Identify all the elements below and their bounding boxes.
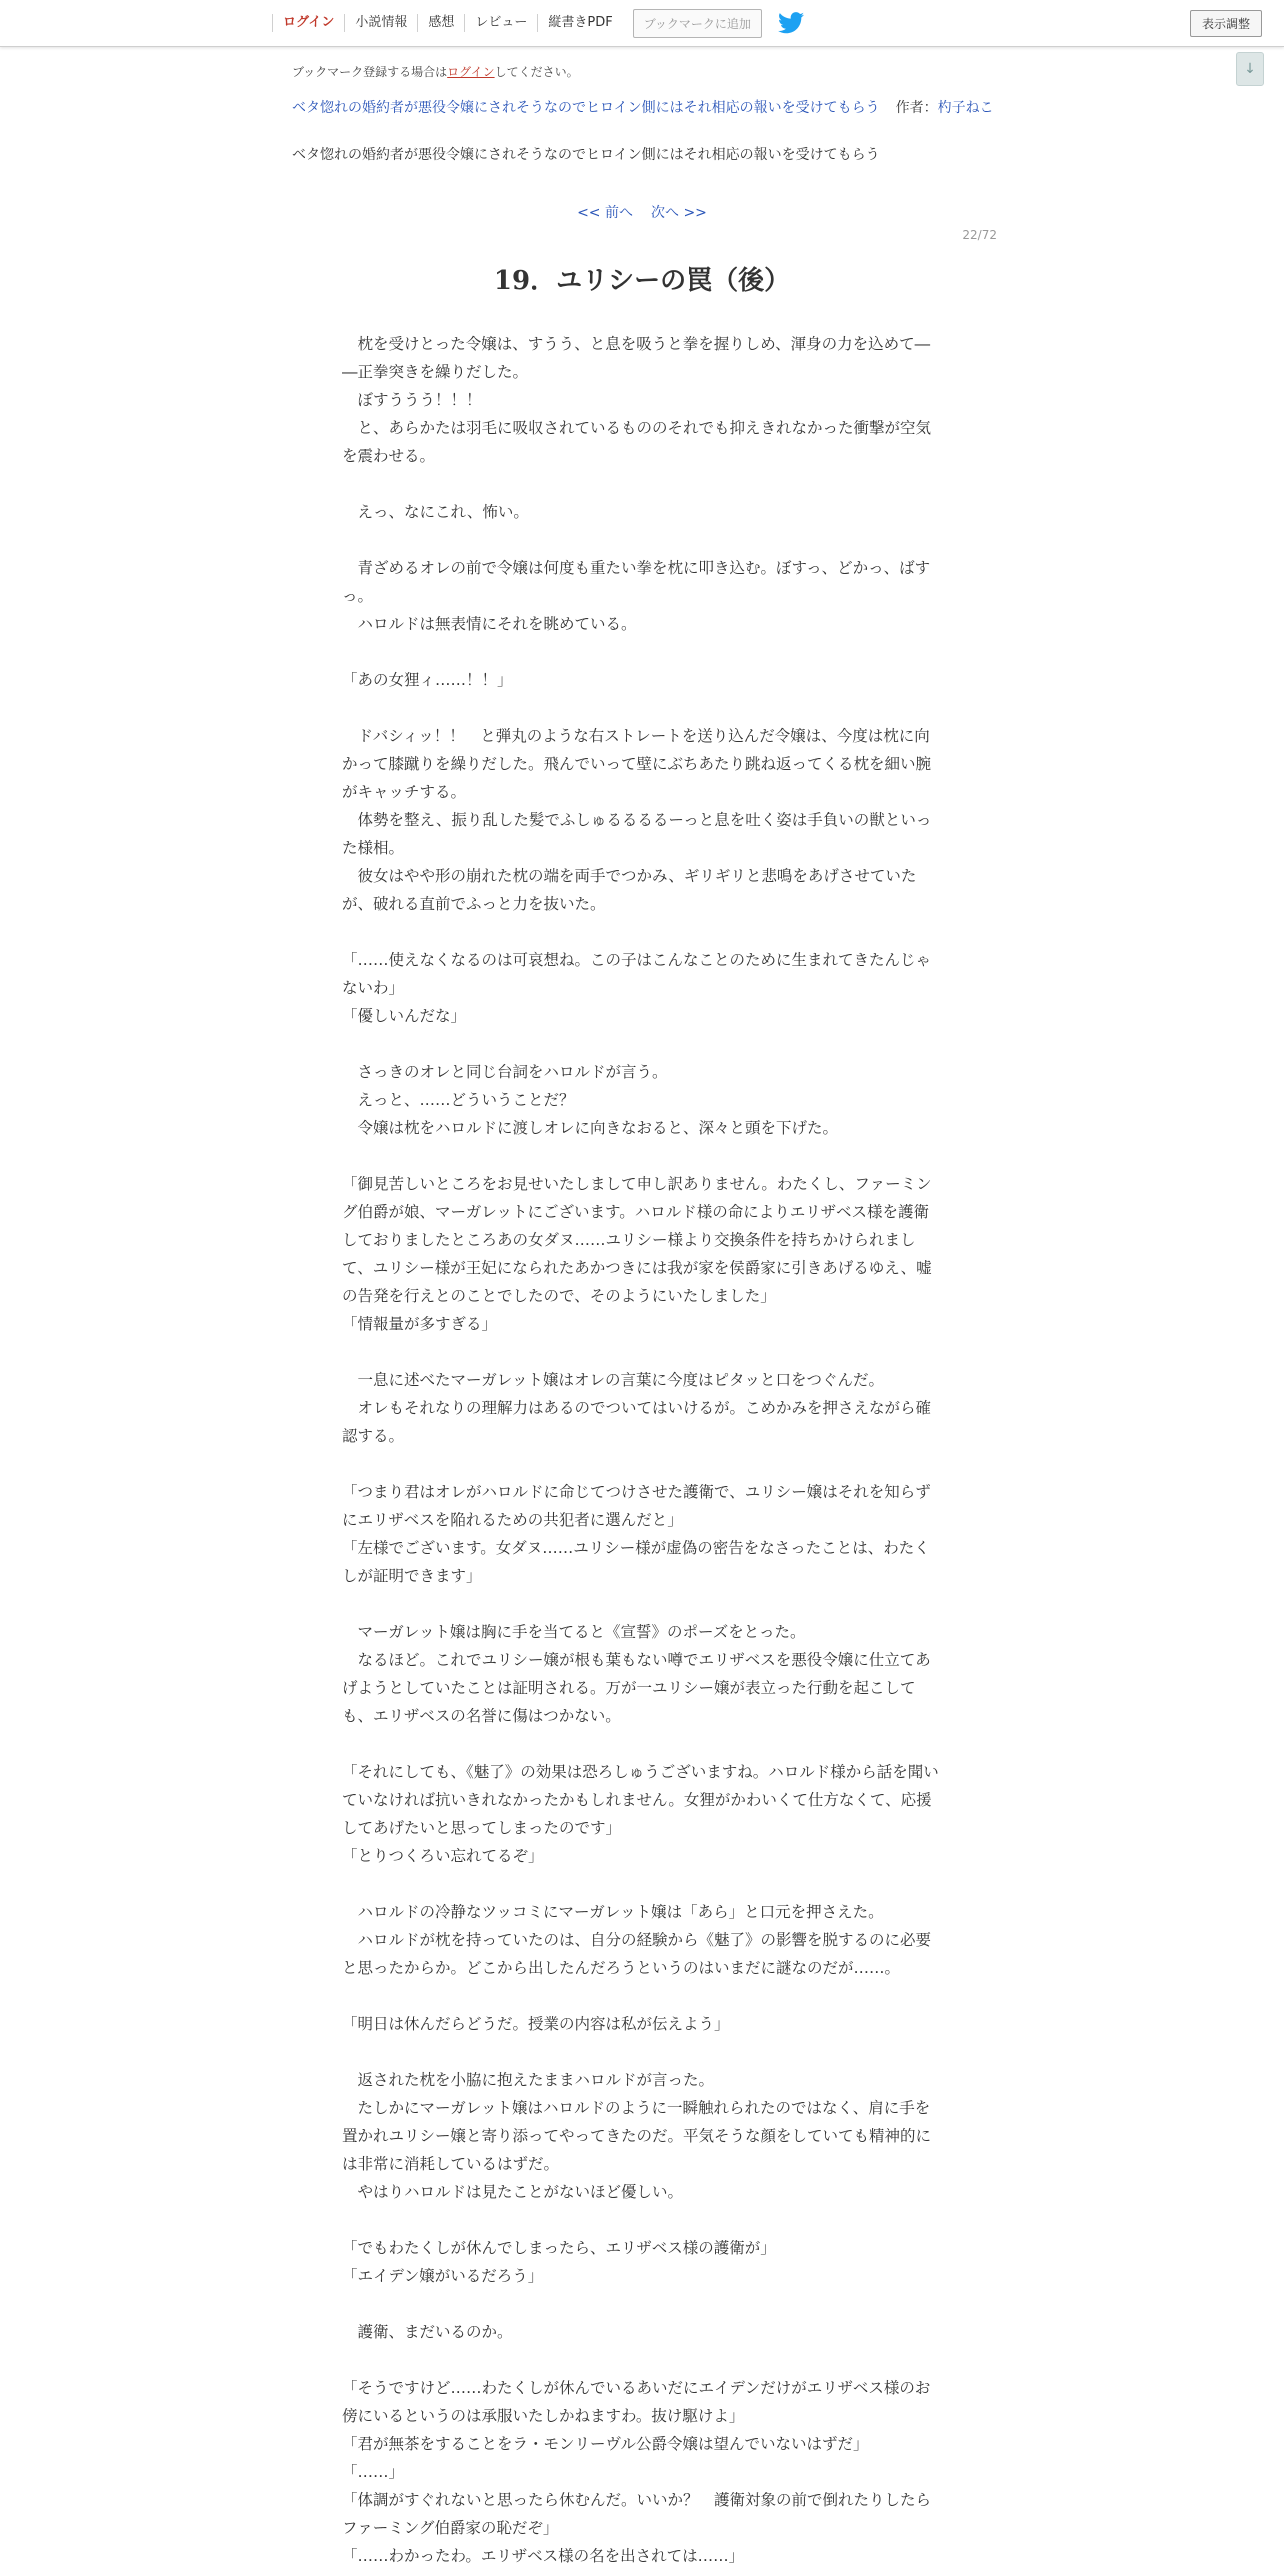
nav-novel-info-link[interactable]: 小説情報 (344, 14, 417, 32)
arrow-down-icon: ↓ (1244, 61, 1256, 77)
body-paragraph (342, 1450, 942, 1478)
body-paragraph: ドバシィッ！！ と弾丸のような右ストレートを送り込んだ令嬢は、今度は枕に向かって膝蹴りを繰りだした。飛んでいって壁にぶちあたり跳ね返ってくる枕を細い腕がキャッチする。 (342, 727, 932, 801)
body-paragraph: 青ざめるオレの前で令嬢は何度も重たい拳を枕に叩き込む。ぼすっ、どかっ、ばすっ。 (342, 559, 931, 605)
body-paragraph: 「それにしても、《魅了》の効果は恐ろしゅうございますね。ハロルド様から話を聞いていなければ抗いきれなかったかもしれません。女狸がかわいくて仕方なくて、応援してあげたいと思ってしまったのです」 (342, 1763, 939, 1837)
body-paragraph (342, 1338, 942, 1366)
nav-login-link[interactable]: ログイン (272, 14, 344, 32)
body-paragraph: 「優しいんだな」 (342, 1007, 467, 1025)
page-number: 22/72 (962, 228, 997, 242)
body-paragraph (342, 1870, 942, 1898)
chapter-title: 19．ユリシーの罠（後） (493, 266, 791, 296)
body-paragraph: 「……使えなくなるのは可哀想ね。この子はこんなことのために生まれてきたんじゃないわ」 (342, 951, 932, 997)
body-paragraph: なるほど。これでユリシー嬢が根も葉もない噂でエリザベスを悪役令嬢に仕立てあげようとしていたことは証明される。万が一ユリシー嬢が表立った行動を起こしても、エリザベスの名誉に傷はつかない。 (342, 1651, 931, 1725)
nav-vertical-pdf-link[interactable]: 縦書きPDF (537, 14, 622, 32)
body-paragraph: たしかにマーガレット嬢はハロルドのように一瞬触れられたのではなく、肩に手を置かれユリシー嬢と寄り添ってやってきたのだ。平気そうな顔をしていても精神的には非常に消耗しているはずだ。 (342, 2099, 932, 2173)
body-paragraph: 「……わかったわ。エリザベス様の名を出されては……」 (342, 2547, 745, 2565)
body-paragraph (342, 2290, 942, 2318)
body-paragraph (342, 918, 942, 946)
body-paragraph: 枕を受けとった令嬢は、すうう、と息を吸うと拳を握りしめ、渾身の力を込めて――正拳突きを繰りだした。 (342, 335, 931, 381)
notice-prefix: ブックマーク登録する場合は (292, 65, 448, 79)
body-paragraph: 「とりつくろい忘れてるぞ」 (342, 1847, 544, 1865)
body-paragraph: ハロルドが枕を持っていたのは、自分の経験から《魅了》の影響を脱するのに必要と思ったからか。どこから出したんだろうというのはいまだに謎なのだが……。 (342, 1931, 932, 1977)
body-paragraph (342, 1590, 942, 1618)
chapter-body (342, 330, 942, 2570)
body-paragraph: えっ、なにこれ、怖い。 (342, 503, 529, 521)
body-paragraph: 令嬢は枕をハロルドに渡しオレに向きなおると、深々と頭を下げた。 (342, 1119, 839, 1137)
body-paragraph: 「左様でございます。女ダヌ……ユリシー様が虚偽の密告をなさったことは、わたくしが証明できます」 (342, 1539, 930, 1585)
body-paragraph: 「つまり君はオレがハロルドに命じてつけさせた護衛で、ユリシー嬢はそれを知らずにエリザベスを陥れるための共犯者に選んだと」 (342, 1483, 931, 1529)
add-bookmark-button[interactable]: ブックマークに追加 (633, 9, 762, 38)
body-paragraph: 「あの女狸ィ……！！」 (342, 671, 513, 689)
body-paragraph (342, 2206, 942, 2234)
body-paragraph (342, 2038, 942, 2066)
scroll-down-button[interactable] (1236, 52, 1264, 86)
body-paragraph: 体勢を整え、振り乱した髪でふしゅるるるるーっと息を吐く姿は手負いの獣といった様相。 (342, 811, 932, 857)
body-paragraph: 「エイデン嬢がいるだろう」 (342, 2267, 544, 2285)
body-paragraph: 「明日は休んだらどうだ。授業の内容は私が伝えよう」 (342, 2015, 730, 2033)
body-paragraph: ぼすううう！！！ (342, 391, 482, 409)
body-paragraph (342, 638, 942, 666)
bookmark-notice (292, 63, 579, 80)
body-paragraph (342, 1142, 942, 1170)
body-paragraph: 「君が無茶をすることをラ・モンリーヴル公爵令嬢は望んでいないはずだ」 (342, 2435, 869, 2453)
next-page-link[interactable]: 次へ >> (651, 205, 707, 221)
body-paragraph: 「情報量が多すぎる」 (342, 1315, 498, 1333)
display-settings-button[interactable]: 表示調整 (1190, 10, 1262, 37)
body-paragraph: ハロルドの冷静なツッコミにマーガレット嬢は「あら」と口元を押さえた。 (342, 1903, 884, 1921)
body-paragraph: マーガレット嬢は胸に手を当てると《宣誓》のポーズをとった。 (342, 1623, 806, 1641)
body-paragraph: やはりハロルドは見たことがないほど優しい。 (342, 2183, 684, 2201)
body-paragraph (342, 1982, 942, 2010)
body-paragraph: 「そうですけど……わたくしが休んでいるあいだにエイデンだけがエリザベス様のお傍にいるというのは承服いたしかねますわ。抜け駆けよ」 (342, 2379, 931, 2425)
body-paragraph (342, 1730, 942, 1758)
nav-menu (272, 0, 804, 46)
body-paragraph (342, 694, 942, 722)
body-paragraph: えっと、……どういうことだ？ (342, 1091, 575, 1109)
author-link[interactable]: 杓子ねこ (937, 100, 994, 116)
body-paragraph: 「御見苦しいところをお見せいたしまして申し訳ありません。わたくし、ファーミング伯爵が娘、マーガレットにございます。ハロルド様の命によりエリザベス様を護衛しておりましたところあの女ダヌ……ユリシー様より交換条件を持ちかけられまして、ユリシー様が王妃になられたあかつきには我が家を侯爵家に引きあげるゆえ、嘘の告発を行えとのことでしたので、そのようにいたしました」 (342, 1175, 932, 1305)
body-paragraph: 護衛、まだいるのか。 (342, 2323, 513, 2341)
body-paragraph: ハロルドは無表情にそれを眺めている。 (342, 615, 637, 633)
nav-impressions-link[interactable]: 感想 (417, 14, 464, 32)
prev-page-link[interactable]: << 前へ (577, 205, 633, 221)
header-bar (0, 0, 1284, 47)
body-paragraph (342, 526, 942, 554)
series-title-link[interactable]: ベタ惚れの婚約者が悪役令嬢にされそうなのでヒロイン側にはそれ相応の報いを受けてもらう (292, 100, 880, 116)
body-paragraph: 一息に述べたマーガレット嬢はオレの言葉に今度はピタッと口をつぐんだ。 (342, 1371, 885, 1389)
body-paragraph: 「……」 (342, 2463, 405, 2481)
body-paragraph (342, 2346, 942, 2374)
body-paragraph: オレもそれなりの理解力はあるのでついてはいけるが。こめかみを押さえながら確認する。 (342, 1399, 932, 1445)
series-header (292, 96, 1004, 120)
series-subtitle: ベタ惚れの婚約者が悪役令嬢にされそうなのでヒロイン側にはそれ相応の報いを受けてもらう (292, 147, 880, 163)
body-paragraph: 「体調がすぐれないと思ったら休むんだ。いいか？ 護衛対象の前で倒れたりしたらファーミング伯爵家の恥だぞ」 (342, 2491, 932, 2537)
body-paragraph (342, 470, 942, 498)
notice-suffix: してください。 (494, 65, 579, 79)
nav-review-link[interactable]: レビュー (464, 14, 537, 32)
author-label: 作者： (895, 100, 938, 116)
notice-login-link[interactable]: ログイン (447, 65, 495, 79)
body-paragraph: 返された枕を小脇に抱えたままハロルドが言った。 (342, 2071, 715, 2089)
body-paragraph: 「でもわたくしが休んでしまったら、エリザベス様の護衛が」 (342, 2239, 776, 2257)
pager (0, 202, 1284, 222)
body-paragraph: 彼女はやや形の崩れた枕の端を両手でつかみ、ギリギリと悲鳴をあげさせていたが、破れる直前でふっと力を抜いた。 (342, 867, 917, 913)
body-paragraph: と、あらかたは羽毛に吸収されているもののそれでも抑えきれなかった衝撃が空気を震わせる。 (342, 419, 932, 465)
body-paragraph (342, 1030, 942, 1058)
twitter-icon[interactable] (778, 12, 804, 34)
body-paragraph: さっきのオレと同じ台詞をハロルドが言う。 (342, 1063, 668, 1081)
